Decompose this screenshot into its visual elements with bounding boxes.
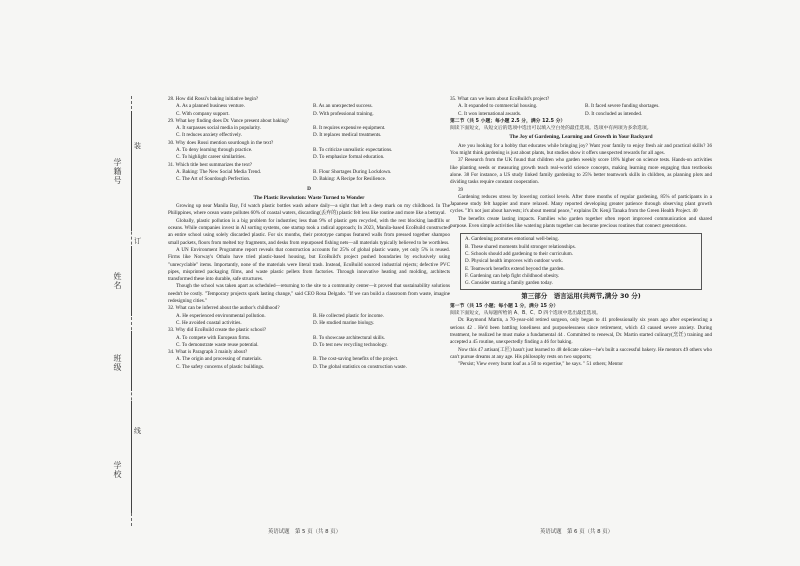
option: A. It surpasses social media in popularity. <box>176 125 262 132</box>
passage-paragraph: Gardening reduces stress by lowering cortisol levels. After three months of regular gardening, 85% of participants in a Japanese study felt happier and more relaxed. Many reported developing greater patience through observing plant growth cycles. "It's not just about harvests; it's about mental peace," explains Dr. Kenji Tanaka from the Green Health Project. 40 <box>450 193 712 215</box>
question-stem: 28. How did Rossi's baking initiative begin? <box>168 96 259 102</box>
option: A. He experienced environmental pollution. <box>176 312 266 319</box>
option: B. As an unexpected success. <box>313 103 373 110</box>
option: D. To emphasize formal education. <box>313 154 385 161</box>
passage-paragraph: Growing up near Manila Bay, I'd watch plastic bottles wash ashore daily—a sight that left a deep mark on my childhood. In The Philippines, where ocean waste pollutes 60% of coastal waters, discarding(丢弃的) plastic felt less like routine and more like a betrayal. <box>168 203 450 217</box>
question-stem: 31. Which title best summarizes the text? <box>168 161 253 168</box>
name-label: 姓名 <box>113 272 122 290</box>
question-stem: 32. What can be inferred about the author's childhood? <box>168 305 280 312</box>
left-column <box>168 96 450 371</box>
option: A. To deny learning through practice. <box>176 147 253 154</box>
name-line <box>131 246 132 316</box>
cloze-paragraph: "Persist; View every burnt loaf as a 50 to expertise," he says. " 51 others; Mentor <box>458 361 623 368</box>
question-stem: 30. Why does Rossi mention sourdough in the text? <box>168 139 274 146</box>
passage-paragraph: 39 <box>458 186 464 193</box>
question-stem: 29. What key finding does Dr. Vance present about baking? <box>168 117 290 124</box>
option: A. To compete with European firms. <box>176 334 251 341</box>
exam-no-line <box>131 111 132 231</box>
question-options <box>176 103 450 118</box>
box-option: D. Physical health improves with outdoor work. <box>465 258 563 265</box>
school-label: 学校 <box>113 461 122 479</box>
box-option: G. Consider starting a family garden today. <box>465 280 553 287</box>
box-option: A. Gardening promotes emotional well-being. <box>465 236 559 243</box>
option: C. It reduces anxiety effectively. <box>176 132 243 139</box>
option: D. To test new recycling technology. <box>313 341 388 348</box>
option: D. The global statistics on construction waste. <box>313 363 407 370</box>
question-options <box>176 335 450 350</box>
option: A. The origin and processing of materials. <box>176 356 262 363</box>
box-option: E. Teamwork benefits extend beyond the garden. <box>465 265 565 272</box>
page-footer-left: 英语试题 第 5 页（共 8 页） <box>268 529 342 535</box>
section-heading-text: 第二节（共 5 小题；每小题 2.5 分，满分 12.5 分） <box>450 118 566 124</box>
question-stem: 33. Why did EcoBuild create the plastic school? <box>168 327 267 334</box>
option: C. To highlight career similarities. <box>176 154 246 161</box>
box-option: F. Gardening can help fight childhood obesity. <box>465 272 560 279</box>
option: B. To criticize unrealistic expectations. <box>313 147 393 154</box>
question-options <box>176 125 450 140</box>
option: D. It replaces medical treatments. <box>313 132 382 139</box>
exam-no-label: 学籍号 <box>113 158 122 185</box>
option: D. Baking: A Recipe for Resilience. <box>313 176 387 183</box>
question-options <box>176 147 450 162</box>
passage-paragraph: The benefits create lasting impacts. Families who garden together often report improved communication and shared purpose. Even simple activities like watering plants together can become precious routines that connect generations. <box>450 215 712 230</box>
school-line <box>131 401 132 513</box>
box-option: B. These shared moments build stronger relationships. <box>465 243 576 250</box>
option: C. It won international awards. <box>458 110 522 117</box>
passage-paragraph: 37 Research from the UK found that children who garden weekly score 18% higher on science tests. Hands-on activities like planting seeds or measuring growth teach real-world science concepts, making learning more engaging than textbooks alone. 38 For instance, a US study linked family gardening to 25% better teamwork skills in children, as planning plots and dividing tasks require constant cooperation. <box>450 157 712 186</box>
option: C. With company support. <box>176 110 230 117</box>
question-options <box>458 103 712 118</box>
option: A. As a planned business venture. <box>176 103 245 110</box>
options-box <box>460 233 702 290</box>
passage-paragraph: A UN Environment Programme report reveals that construction accounts for 25% of global plastic waste, yet only 5% is reused. Firms like Norway's Othalo have tried plastic-based housing, but EcoBuild's project pushed boundaries by exclusively using "unrecyclable" items. Importantly, none of the materials were literal trash. Instead, EcoBuild sourced industrial rejects; defective PVC pipes, misprinted packaging films, and waste plastic pellets from factories. Through innovative heating and molding, architects transformed these into durable, safe structures. <box>168 246 450 283</box>
option: C. He avoided coastal activities. <box>176 319 242 326</box>
option: C. The Art of Sourdough Perfection. <box>176 176 251 183</box>
option: D. With professional training. <box>313 110 374 117</box>
box-option: C. Schools should add gardening to their curriculum. <box>465 250 573 257</box>
option: D. He studied marine biology. <box>313 319 375 326</box>
right-column <box>450 96 712 368</box>
class-line <box>131 331 132 391</box>
cloze-paragraph: Dr. Raymond Martin, a 70-year-old retired surgeon, only began to 41 professionally six years ago after experiencing a serious 42 . He'd been battling loneliness and purposelessness since retirement, which 43 caused severe anxiety. During treatment, he realized he must make a fundamental 44 . Committed to renewal, Dr. Martin started culinary(烹饪) training and accepted a 45 routine, unexpectedly finding a 46 for baking. <box>450 317 712 346</box>
option: C. The safety concerns of plastic buildings. <box>176 363 265 370</box>
option: C. To demonstrate waste reuse potential. <box>176 341 259 348</box>
passage-paragraph: Though the school was taken apart as scheduled—returning to the site to a community center—it proved that sustainability solutions needn't be costly. "Temporary projects spark lasting change," said CEO Rosa Delgado. "If we can build a classroom from waste, imagine redesigning cities." <box>168 283 450 305</box>
section-instructions: 阅读下面短文，从每题所给的 A、B、C、D 四个选项中选出最佳选项。 <box>450 311 601 317</box>
section-heading-text: 第一节（共 15 小题；每小题 1 分，满分 15 分） <box>450 303 559 309</box>
option: B. It requires expensive equipment. <box>313 125 386 132</box>
passage-paragraph: Globally, plastic pollution is a big problem for industries; less than 9% of plastic gets recycled, with the rest blocking landfills or oceans. While companies invest in AI sorting systems, one startup took a radical approach; In 2023, Manila-based EcoBuild constructed an entire school using solely discarded plastic. For six months, their prototype campus featured walls from pressed together shampoo small packets, floors from melted toy fragments, and desks from repurposed fishing nets—all materials typically believed to be worthless. <box>168 217 450 246</box>
option: D. It concluded as intended. <box>585 110 643 117</box>
question-options <box>176 169 450 184</box>
page-footer-right: 英语试题 第 6 页（共 8 页） <box>540 529 614 535</box>
section-instructions: 阅读下面短文，从短文后的选项中选出可以填入空白处的最佳选项。选项中有两项为多余选项。 <box>450 126 652 132</box>
class-label: 班级 <box>113 354 122 372</box>
passage-title: The Joy of Gardening, Learning and Growth in Your Backyard <box>509 134 653 141</box>
question-stem: 35. What can we learn about EcoBuild's project? <box>450 96 550 102</box>
question-options <box>176 313 450 328</box>
section-heading <box>450 303 712 310</box>
part-heading: 第三部分 语言运用(共两节,满分 30 分) <box>521 292 641 301</box>
passage-title: The Plastic Revolution: Waste Turned to Wonder <box>253 194 365 201</box>
option: A. It expanded to commercial housing. <box>458 103 538 110</box>
option: B. He collected plastic for income. <box>313 312 384 319</box>
option: A. Baking: The New Social Media Trend. <box>176 168 262 175</box>
binding-strip <box>92 96 162 526</box>
seal-char: 线 <box>134 427 141 435</box>
option: B. The cost-saving benefits of the project. <box>313 356 399 363</box>
section-heading <box>450 118 712 125</box>
option: B. It faced severe funding shortages. <box>585 103 660 110</box>
seal-char: 订 <box>134 237 141 245</box>
option: B. To showcase architectural skills. <box>313 334 385 341</box>
seal-char: 装 <box>134 142 141 150</box>
question-stem: 34. What is Paragraph 3 mainly about? <box>168 349 248 356</box>
question-options <box>176 356 450 371</box>
cloze-paragraph: Now this 47 artisan(工匠) hasn't just learned to 48 delicate cakes—he's built a successful bakery. He mentors 49 others who can't pursue dreams at any age. His philosophy rests on two supports; <box>450 346 712 360</box>
passage-letter: D <box>307 185 311 192</box>
passage-paragraph: Are you looking for a hobby that educates while bringing joy? Want your family to enjoy fresh air and practical skills? 36 You might think gardening is just about plants, but studies show it offers unexpected rewards for all ages. <box>450 142 712 157</box>
option: B. Flour Shortages During Lockdown. <box>313 168 392 175</box>
